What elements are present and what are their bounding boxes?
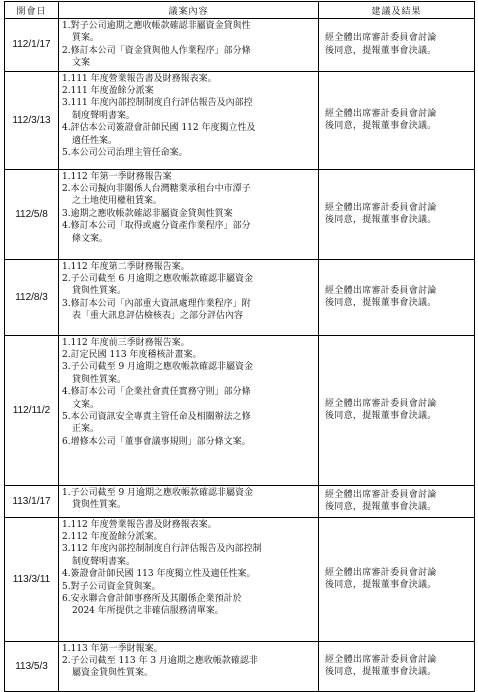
meeting-date: 112/5/8 — [5, 169, 59, 259]
agenda-line: 屬資金貸與性質案。 — [72, 668, 154, 679]
agenda-items — [59, 169, 319, 259]
result-line: 經全體出席審計委員會討論 — [325, 654, 437, 665]
result-line: 後同意，提報董事會決議。 — [325, 121, 437, 132]
table-row — [5, 19, 475, 72]
table-row — [5, 335, 475, 485]
agenda-line: 1.112 年度前三季財務報告案。 — [62, 337, 190, 348]
agenda-line: 文案。 — [72, 399, 100, 410]
meeting-date: 112/1/17 — [5, 19, 59, 72]
header-date: 開會日 — [5, 2, 59, 19]
agenda-line: 2.子公司截至 113 年 3 月逾期之應收帳款確認非 — [62, 656, 258, 667]
result-line: 後同意，提報董事會決議。 — [325, 667, 437, 678]
agenda-line: 1.113 年第一季財報案。 — [62, 643, 163, 654]
agenda-items — [59, 19, 319, 72]
table-body — [5, 19, 475, 692]
agenda-items — [59, 259, 319, 335]
agenda-items — [59, 335, 319, 485]
agenda-line: 2.本公司擬向非關係人台灣糖業承租台中市潭子 — [62, 184, 251, 195]
agenda-line: 1.112 年度營業報告書及財務報表案。 — [62, 519, 217, 530]
agenda-line: 貸與性質案。 — [72, 500, 127, 511]
result-line: 經全體出席審計委員會討論 — [325, 285, 437, 296]
agenda-line: 3.111 年度內部控制制度自行評估報告及內部控 — [62, 98, 253, 109]
agenda-line: 5.對子公司資金貸與案。 — [62, 581, 161, 592]
result-line: 經全體出席審計委員會討論 — [325, 567, 437, 578]
result-line: 後同意，提報董事會決議。 — [325, 298, 437, 309]
header-result: 建議及結果 — [319, 2, 475, 19]
agenda-line: 2024 年所提供之非確信服務清單案。 — [72, 606, 224, 617]
result-line: 後同意，提報董事會決議。 — [325, 580, 437, 591]
agenda-line: 適任性案。 — [72, 135, 118, 146]
result-line: 後同意，提報董事會決議。 — [325, 215, 437, 226]
table-row — [5, 259, 475, 335]
agenda-line: 2.子公司截至 6 月逾期之應收帳款確認非屬資金 — [62, 274, 254, 285]
agenda-line: 1.子公司截至 9 月逾期之應收帳款確認非屬資金 — [62, 487, 254, 498]
agenda-line: 6.增修本公司「董事會議事規則」部分條文案。 — [62, 436, 251, 447]
table-row — [5, 517, 475, 641]
result-line: 經全體出席審計委員會討論 — [325, 33, 437, 44]
meeting-date: 112/11/2 — [5, 335, 59, 485]
agenda-line: 1.112 年第一季財務報告案 — [62, 171, 172, 182]
result-line: 後同意，提報董事會決議。 — [325, 502, 437, 513]
agenda-line: 2.111 年度盈餘分派案 — [62, 86, 154, 97]
agenda-line: 4.評估本公司簽證會計師民國 112 年度獨立性及 — [62, 123, 256, 134]
header-content: 議案內容 — [59, 2, 319, 19]
meeting-date: 113/1/17 — [5, 485, 59, 517]
agenda-line: 2.112 年度盈餘分派案。 — [62, 532, 163, 543]
agenda-line: 6.安永聯合會計師事務所及其關係企業預計於 — [62, 594, 242, 605]
agenda-line: 貸與性質案。 — [72, 374, 127, 385]
result-line: 後同意，提報董事會決議。 — [325, 45, 437, 56]
meeting-date: 112/3/13 — [5, 71, 59, 169]
resolution-result — [319, 641, 475, 691]
resolution-result — [319, 19, 475, 72]
meeting-date: 113/5/3 — [5, 641, 59, 691]
agenda-line: 制度聲明書案。 — [72, 110, 136, 121]
agenda-line: 正案。 — [72, 424, 100, 435]
agenda-items — [59, 485, 319, 517]
result-line: 經全體出席審計委員會討論 — [325, 398, 437, 409]
agenda-line: 1.112 年度第二季財務報告案。 — [62, 261, 190, 272]
resolution-result — [319, 71, 475, 169]
table-row — [5, 71, 475, 169]
result-line: 經全體出席審計委員會討論 — [325, 202, 437, 213]
agenda-line: 4.修訂本公司「企業社會責任實務守則」部分條 — [62, 387, 251, 398]
agenda-line: 1.對子公司逾期之應收帳款確認非屬資金貸與性 — [62, 21, 251, 31]
resolution-result — [319, 335, 475, 485]
header-row — [5, 2, 475, 19]
table-row — [5, 169, 475, 259]
meeting-date: 112/8/3 — [5, 259, 59, 335]
table-row — [5, 641, 475, 691]
agenda-line: 文案 — [72, 58, 91, 69]
meeting-date: 113/3/11 — [5, 517, 59, 641]
agenda-line: 貸與性質案。 — [72, 286, 127, 297]
agenda-line: 2.修訂本公司「資金貸與他人作業程序」部分條 — [62, 45, 251, 56]
agenda-line: 2.訂定民國 113 年度稽核計畫案。 — [62, 350, 202, 361]
agenda-line: 制度聲明書案。 — [72, 556, 136, 567]
agenda-line: 3.逾期之應收帳款確認非屬資金貸與性質案 — [62, 208, 233, 219]
agenda-line: 4.簽證會計師民國 113 年度獨立性及適任性案。 — [62, 569, 256, 580]
result-line: 後同意，提報董事會決議。 — [325, 411, 437, 422]
agenda-line: 條文案。 — [72, 233, 109, 244]
agenda-line: 4.修訂本公司「取得或處分資產作業程序」部分 — [62, 221, 251, 232]
agenda-line: 3.子公司截至 9 月逾期之應收帳款確認非屬資金 — [62, 362, 254, 373]
result-line: 經全體出席審計委員會討論 — [325, 108, 437, 119]
agenda-line: 1.111 年度營業報告書及財務報表案。 — [62, 73, 217, 84]
resolution-result — [319, 485, 475, 517]
audit-committee-table — [4, 1, 475, 692]
agenda-line: 5.本公司公司治理主管任命案。 — [62, 148, 188, 159]
result-line: 經全體出席審計委員會討論 — [325, 489, 437, 500]
agenda-line: 3.修訂本公司「內部重大資訊處理作業程序」附 — [62, 298, 251, 309]
agenda-line: 表「重大訊息評估檢核表」之部分評估內容 — [72, 311, 244, 322]
resolution-result — [319, 517, 475, 641]
resolution-result — [319, 169, 475, 259]
agenda-items — [59, 517, 319, 641]
resolution-result — [319, 259, 475, 335]
agenda-items — [59, 641, 319, 691]
agenda-line: 之土地使用權租賃案。 — [72, 196, 163, 207]
agenda-items — [59, 71, 319, 169]
agenda-line: 3.112 年度內部控制制度自行評估報告及內部控制 — [62, 544, 262, 555]
agenda-line: 5.本公司資訊安全專責主管任命及相關辦法之修 — [62, 412, 251, 423]
table-row — [5, 485, 475, 517]
agenda-line: 質案。 — [72, 33, 100, 44]
